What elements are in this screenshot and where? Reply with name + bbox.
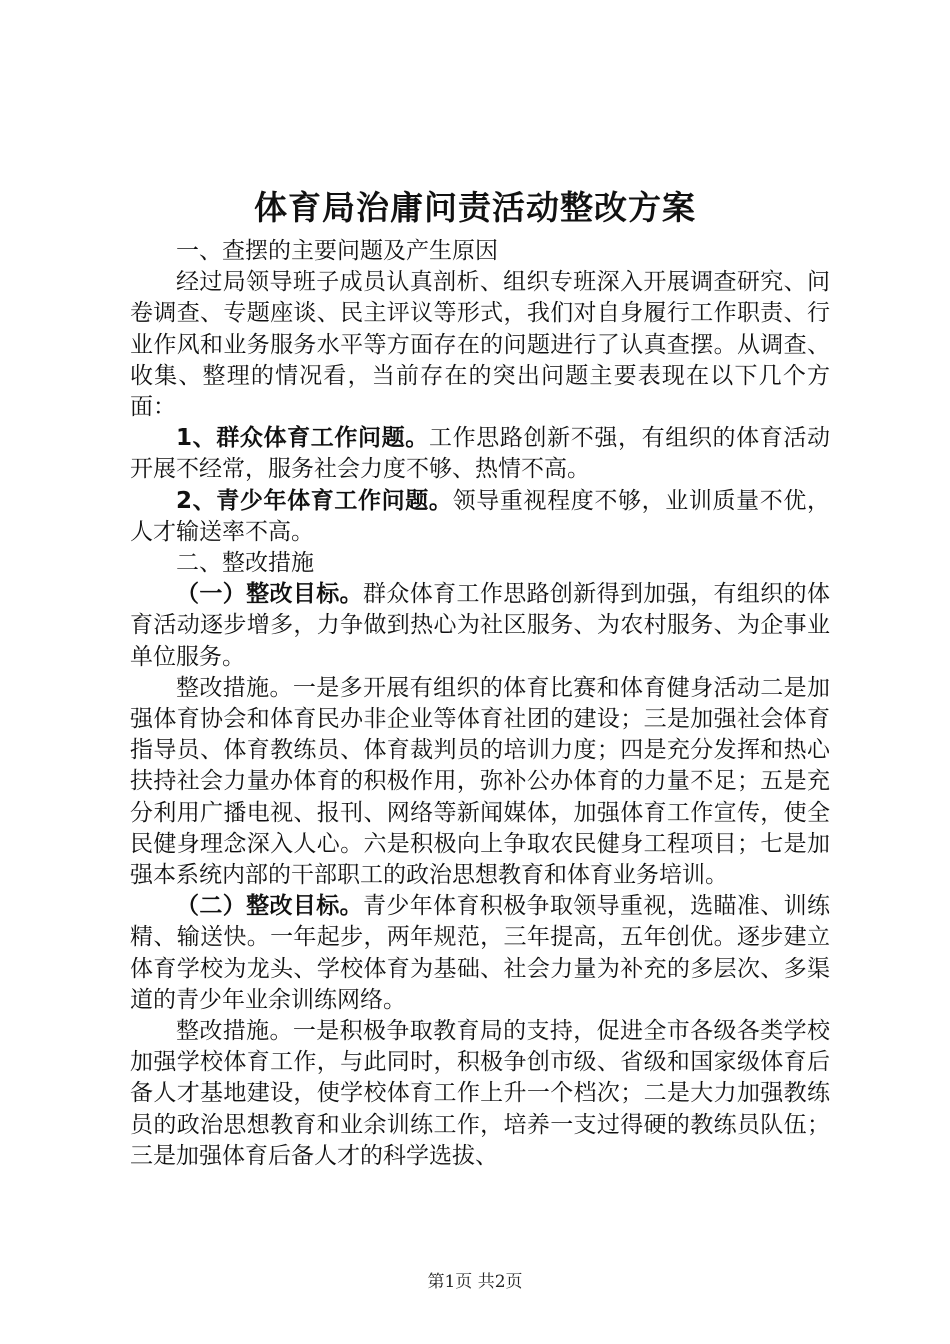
section-heading-2: 二、整改措施	[176, 550, 314, 577]
paragraph-text: 领导重视程度不够，业训质量不优，人才输送率不高。	[130, 487, 830, 545]
paragraph-text: 群众体育工作思路创新得到加强，有组织的体育活动逐步增多，力争做到热心为社区服务、为农村服务、为企事业单位服务。	[130, 581, 831, 670]
paragraph: 整改措施。一是多开展有组织的体育比赛和体育健身活动二是加强体育协会和体育民办非企业等体育社团的建设；三是加强社会体育指导员、体育教练员、体育裁判员的培训力度；四是充分发挥和热心扶持社会力量办体育的积极作用，弥补公办体育的力量不足；五是充分利用广播电视、报刊、网络等新闻媒体，加强体育工作宣传，使全民健身理念深入人心。六是积极向上争取农民健身工程项目；七是加强本系统内部的干部职工的政治思想教育和体育业务培训。	[130, 674, 830, 889]
paragraph-lead: 2、青少年体育工作问题。	[176, 487, 453, 514]
paragraph-lead: 1、群众体育工作问题。	[176, 425, 429, 452]
paragraph	[130, 423, 830, 485]
paragraph	[130, 579, 830, 673]
paragraph	[130, 891, 830, 1016]
paragraph: 整改措施。一是积极争取教育局的支持，促进全市各级各类学校加强学校体育工作，与此同时，积极争创市级、省级和国家级体育后备人才基地建设，使学校体育工作上升一个档次；二是大力加强教练员的政治思想教育和业余训练工作，培养一支过得硬的教练员队伍；三是加强体育后备人才的科学选拔、	[130, 1018, 830, 1169]
paragraph	[130, 486, 830, 548]
paragraph-lead: （二）整改目标。	[176, 893, 363, 920]
document-body	[130, 236, 830, 1172]
paragraph: 经过局领导班子成员认真剖析、组织专班深入开展调查研究、问卷调查、专题座谈、民主评议等形式，我们对自身履行工作职责、行业作风和业务服务水平等方面存在的问题进行了认真查摆。从调查、收集、整理的情况看，当前存在的突出问题主要表现在以下几个方面：	[130, 269, 830, 421]
section-heading-1: 一、查摆的主要问题及产生原因	[176, 238, 498, 264]
paragraph-text: 青少年体育积极争取领导重视，选瞄准、训练精、输送快。一年起步，两年规范，三年提高，五年创优。逐步建立体育学校为龙头、学校体育为基础、社会力量为补充的多层次、多渠道的青少年业余训练网络。	[130, 893, 831, 1013]
paragraph-text: 工作思路创新不强，有组织的体育活动开展不经常，服务社会力度不够、热情不高。	[130, 425, 831, 483]
paragraph-lead: （一）整改目标。	[176, 581, 363, 608]
page-number-footer: 第1页 共2页	[427, 1272, 523, 1292]
document-title: 体育局治庸问责活动整改方案	[254, 188, 696, 227]
